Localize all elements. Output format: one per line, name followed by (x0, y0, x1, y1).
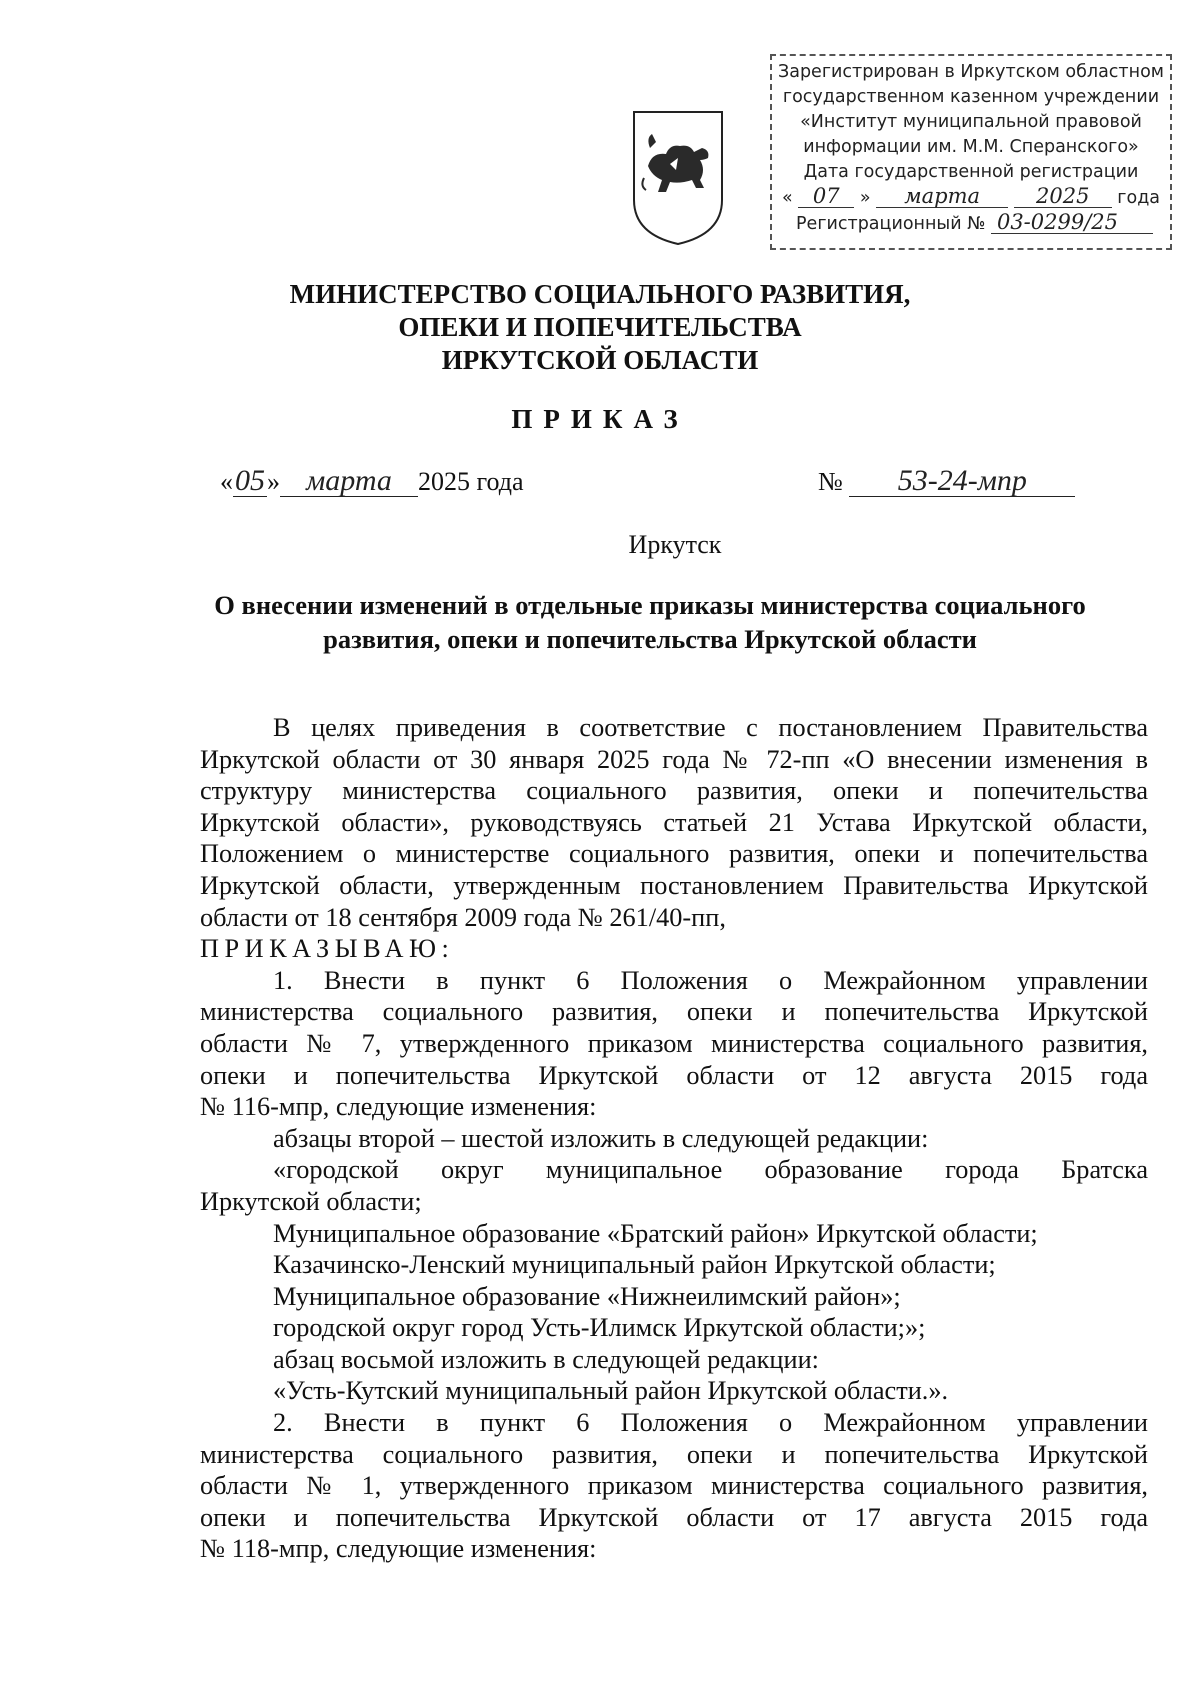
order-month: марта (280, 466, 418, 497)
order-body (200, 712, 1148, 1565)
stamp-line: «Институт муниципальной правовой (800, 112, 1142, 132)
stamp-line: Дата государственной регистрации (803, 162, 1139, 182)
coat-of-arms-emblem (630, 108, 726, 248)
body-line: Иркутской области», руководствуясь статьей 21 Устава Иркутской области, (200, 807, 1148, 837)
order-number (818, 466, 1075, 497)
body-line: Иркутской области от 30 января 2025 года № 72-пп «О внесении изменения в (200, 744, 1148, 774)
body-line: № 118-мпр, следующие изменения: (200, 1534, 597, 1564)
stamp-year-suffix: года (1117, 188, 1161, 208)
body-line: министерства социального развития, опеки и попечительства Иркутской (200, 1439, 1148, 1469)
stamp-month: марта (876, 185, 1008, 208)
order-subject-line: развития, опеки и попечительства Иркутской области (323, 624, 977, 654)
body-line: области № 7, утвержденного приказом министерства социального развития, (200, 1028, 1148, 1058)
registration-stamp (770, 54, 1172, 250)
date-quote-close: » (267, 467, 280, 496)
body-line: «городской округ муниципальное образование города Братска (273, 1155, 1148, 1185)
stamp-date-row (772, 185, 1170, 211)
body-line: 1. Внести в пункт 6 Положения о Межрайонном управлении (273, 965, 1148, 995)
body-line: опеки и попечительства Иркутской области от 17 августа 2015 года (200, 1502, 1148, 1532)
date-quote-open: « (220, 467, 233, 496)
coat-of-arms-icon (630, 108, 726, 248)
stamp-line: государственном казенном учреждении (782, 87, 1160, 107)
order-city: Иркутск (628, 530, 722, 559)
body-line: городской округ город Усть-Илимск Иркутской области;»; (273, 1313, 926, 1343)
body-line: Муниципальное образование «Братский район» Иркутской области; (273, 1218, 1038, 1248)
body-line: В целях приведения в соответствие с постановлением Правительства (273, 713, 1148, 742)
body-line: области от 18 сентября 2009 года № 261/40-пп, (200, 902, 726, 932)
body-line: области № 1, утвержденного приказом министерства социального развития, (200, 1471, 1148, 1501)
order-subject-line: О внесении изменений в отдельные приказы министерства социального (214, 590, 1086, 620)
stamp-year: 2025 (1014, 185, 1112, 208)
body-line: Положением о министерстве социального развития, опеки и попечительства (200, 839, 1148, 869)
body-line: «Усть-Кутский муниципальный район Иркутской области.». (273, 1376, 949, 1406)
order-word: ПРИКАЗЫВАЮ: (200, 934, 455, 964)
stamp-day: 07 (798, 185, 854, 208)
stamp-line: информации им. М.М. Сперанского» (803, 137, 1139, 157)
order-title: ПРИКАЗ (511, 404, 689, 434)
body-line: опеки и попечительства Иркутской области от 12 августа 2015 года (200, 1060, 1148, 1090)
order-number-value: 53-24-мпр (849, 466, 1075, 497)
body-line: 2. Внести в пункт 6 Положения о Межрайонном управлении (273, 1408, 1148, 1438)
stamp-reg-label: Регистрационный № (796, 214, 986, 234)
body-line: Иркутской области, утвержденным постановлением Правительства Иркутской (200, 870, 1148, 900)
stamp-quote-open: « (781, 188, 793, 208)
body-line: Иркутской области; (200, 1186, 422, 1216)
body-line: Муниципальное образование «Нижнеилимский район»; (273, 1281, 901, 1311)
stamp-reg-row (772, 211, 1170, 237)
body-line: абзац восьмой изложить в следующей редакции: (273, 1344, 819, 1374)
body-line: Казачинско-Ленский муниципальный район Иркутской области; (273, 1250, 996, 1280)
number-label: № (818, 467, 843, 496)
ministry-name-line: МИНИСТЕРСТВО СОЦИАЛЬНОГО РАЗВИТИЯ, (289, 279, 911, 309)
order-day: 05 (235, 464, 265, 497)
body-line: структуру министерства социального развития, опеки и попечительства (200, 776, 1148, 806)
body-line: № 116-мпр, следующие изменения: (200, 1092, 597, 1122)
ministry-name-line: ИРКУТСКОЙ ОБЛАСТИ (441, 345, 759, 375)
order-year: 2025 года (418, 467, 524, 496)
body-line: министерства социального развития, опеки и попечительства Иркутской (200, 997, 1148, 1027)
stamp-reg-number: 03-0299/25 (991, 211, 1153, 234)
stamp-quote-close: » (859, 188, 871, 208)
ministry-name-line: ОПЕКИ И ПОПЕЧИТЕЛЬСТВА (398, 312, 802, 342)
body-line: абзацы второй – шестой изложить в следующей редакции: (273, 1123, 929, 1153)
order-date (220, 466, 524, 497)
stamp-line: Зарегистрирован в Иркутском областном (778, 62, 1164, 82)
